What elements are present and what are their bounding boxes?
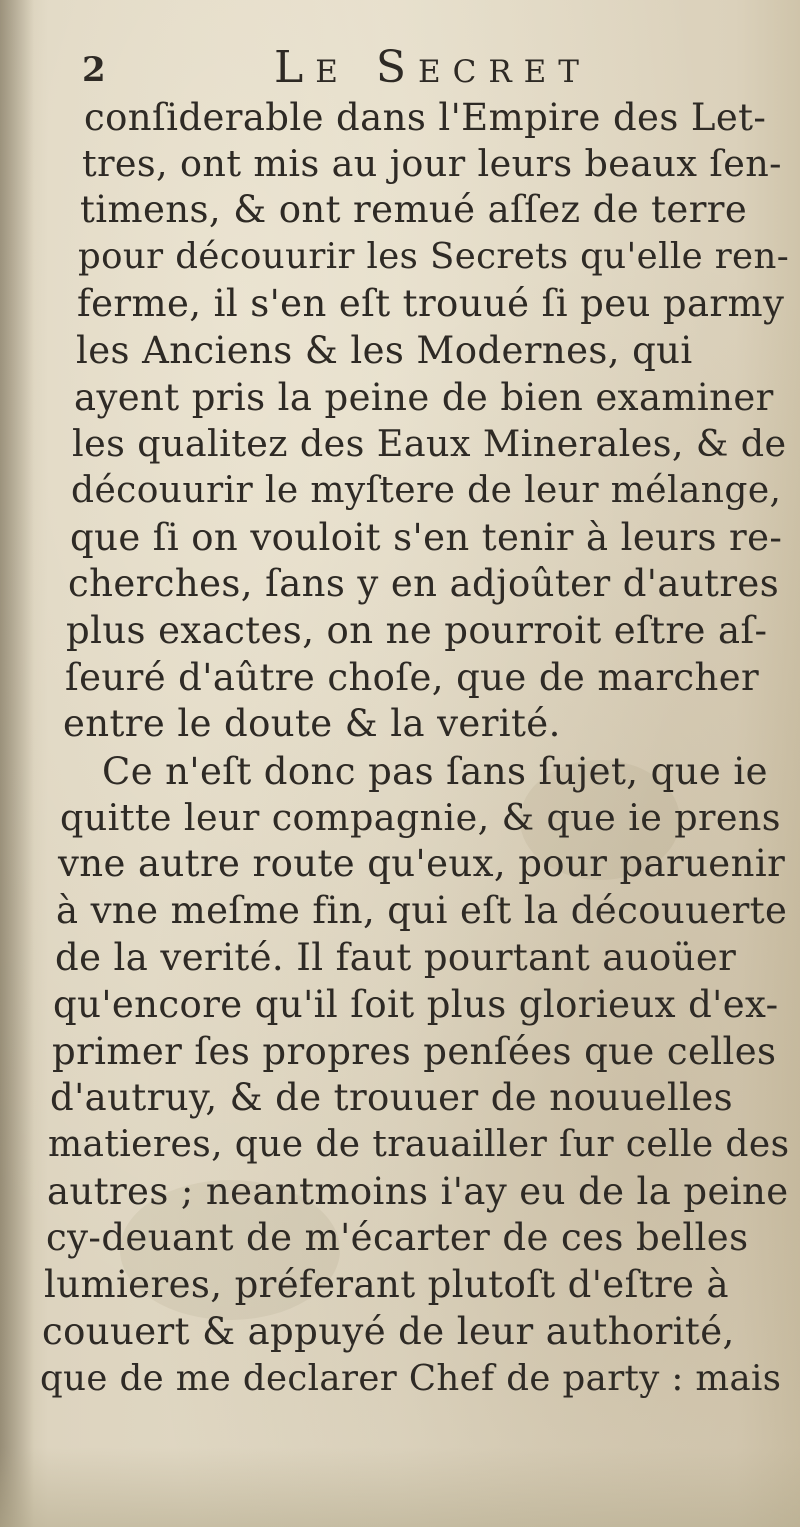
text-line: découurir le myſtere de leur mélange, bbox=[71, 470, 782, 511]
text-line: matieres, que de trauailler ſur celle des bbox=[48, 1124, 790, 1165]
text-line: ſeuré d'aûtre choſe, que de marcher bbox=[65, 656, 760, 699]
text-line: primer ſes propres penſées que celles bbox=[52, 1030, 777, 1073]
text-line: ayent pris la peine de bien examiner bbox=[74, 376, 774, 419]
text-line: lumieres, préferant plutoſt d'eſtre à bbox=[44, 1263, 729, 1306]
running-title: Le Secret bbox=[274, 42, 591, 93]
page-header bbox=[82, 42, 762, 102]
text-line: couuert & appuyé de leur authorité, bbox=[42, 1310, 735, 1353]
text-line: plus exactes, on ne pourroit eſtre aſ- bbox=[66, 609, 768, 652]
text-line: à vne meſme fin, qui eſt la découuerte bbox=[56, 889, 788, 932]
text-line: entre le doute & la verité. bbox=[63, 702, 561, 745]
text-line: vne autre route qu'eux, pour paruenir bbox=[58, 842, 786, 885]
text-line: cherches, ſans y en adjoûter d'autres bbox=[68, 562, 780, 605]
text-line: qu'encore qu'il ſoit plus glorieux d'ex- bbox=[53, 983, 779, 1026]
text-line: Ce n'eſt donc pas ſans ſujet, que ie bbox=[102, 750, 768, 793]
text-line: timens, & ont remué aſſez de terre bbox=[80, 188, 748, 231]
page-number: 2 bbox=[82, 50, 106, 90]
text-line: que ſi on vouloit s'en tenir à leurs re- bbox=[70, 516, 783, 559]
text-line: pour découurir les Secrets qu'elle ren- bbox=[78, 236, 790, 277]
page-bottom-shade bbox=[0, 1447, 800, 1527]
text-line: quitte leur compagnie, & que ie prens bbox=[60, 796, 781, 839]
text-line: conſiderable dans l'Empire des Let- bbox=[84, 96, 767, 139]
text-line: d'autruy, & de trouuer de nouuelles bbox=[50, 1076, 734, 1119]
page-edge-shadow bbox=[0, 0, 34, 1527]
text-line: de la verité. Il faut pourtant auoüer bbox=[55, 936, 737, 979]
text-line: tres, ont mis au jour leurs beaux ſen- bbox=[82, 142, 782, 185]
text-line: cy-deuant de m'écarter de ces belles bbox=[46, 1216, 749, 1259]
text-line: que de me declarer Chef de party : mais bbox=[40, 1358, 782, 1399]
text-line: les Anciens & les Modernes, qui bbox=[76, 329, 693, 372]
text-line: les qualitez des Eaux Minerales, & de bbox=[72, 422, 787, 465]
text-line: ferme, il s'en eſt trouué ſi peu parmy bbox=[77, 282, 785, 325]
text-line: autres ; neantmoins i'ay eu de la peine bbox=[47, 1170, 789, 1213]
